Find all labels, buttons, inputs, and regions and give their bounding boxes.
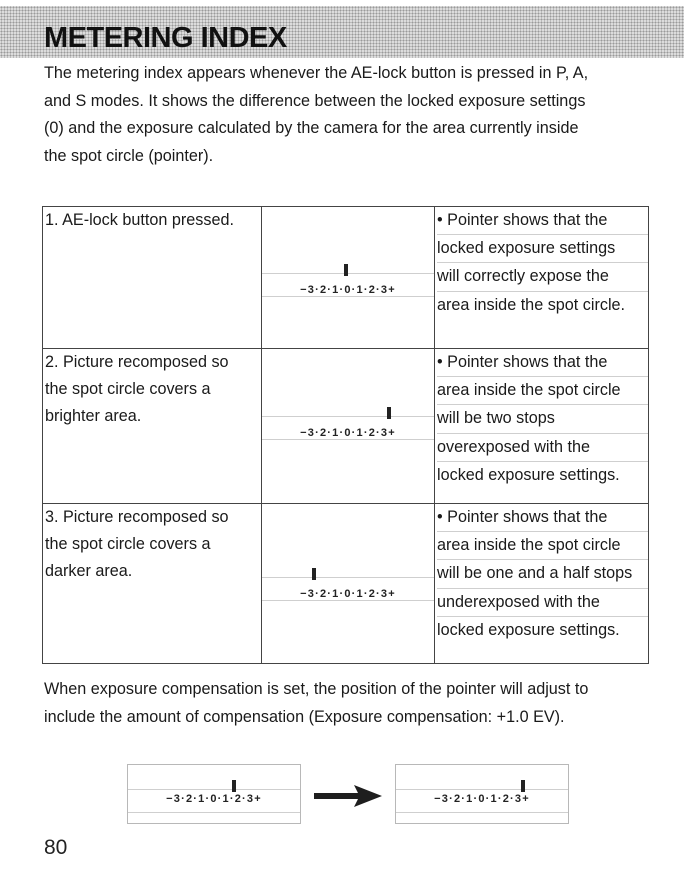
table-row — [43, 207, 649, 349]
intro-line: The metering index appears whenever the AE-lock button is pressed in P, A, — [44, 64, 589, 82]
situation-line: the spot circle covers a — [45, 535, 211, 554]
metering-scale — [262, 273, 434, 297]
pointer-marker — [312, 568, 316, 580]
pointer-marker — [387, 407, 391, 419]
metering-scale — [396, 789, 568, 813]
table-row — [43, 504, 649, 664]
intro-paragraph — [44, 60, 644, 170]
situation-cell — [43, 349, 262, 504]
table-row — [43, 349, 649, 504]
description-line: area inside the spot circle — [437, 377, 648, 405]
description-line: • Pointer shows that the — [437, 349, 648, 377]
scale-label: −3·2·1·0·1·2·3+ — [166, 793, 262, 805]
description-line: • Pointer shows that the — [437, 207, 648, 235]
description-line: locked exposure settings. — [437, 465, 620, 484]
situation-cell — [43, 504, 262, 664]
metering-scale — [128, 789, 300, 813]
pointer-marker — [521, 780, 525, 792]
scale-cell — [262, 207, 435, 349]
description-cell — [435, 349, 649, 504]
compensation-line: When exposure compensation is set, the position of the pointer will adjust to — [44, 680, 589, 698]
description-line: will correctly expose the — [437, 263, 648, 291]
description-line: underexposed with the — [437, 589, 648, 617]
description-line: locked exposure settings. — [437, 620, 620, 639]
description-line: locked exposure settings — [437, 235, 648, 263]
description-line: overexposed with the — [437, 434, 648, 462]
compensation-line: include the amount of compensation (Exposure compensation: +1.0 EV). — [44, 708, 565, 726]
metering-table — [42, 206, 649, 664]
metering-scale — [262, 416, 434, 440]
description-cell — [435, 504, 649, 664]
description-line: area inside the spot circle — [437, 532, 648, 560]
description-cell — [435, 207, 649, 349]
description-line: • Pointer shows that the — [437, 504, 648, 532]
description-line: area inside the spot circle. — [437, 295, 626, 314]
page-title: METERING INDEX — [44, 22, 287, 54]
metering-scale — [262, 577, 434, 601]
scale-cell — [262, 349, 435, 504]
pointer-marker — [232, 780, 236, 792]
scale-label: −3·2·1·0·1·2·3+ — [300, 284, 396, 296]
situation-line: brighter area. — [45, 407, 142, 426]
description-line: will be one and a half stops — [437, 560, 648, 588]
pointer-marker — [344, 264, 348, 276]
situation-cell — [43, 207, 262, 349]
scale-before — [127, 764, 301, 824]
arrow-right-icon — [314, 783, 382, 809]
scale-label: −3·2·1·0·1·2·3+ — [300, 588, 396, 600]
description-line: will be two stops — [437, 405, 648, 433]
intro-line: (0) and the exposure calculated by the camera for the area currently inside — [44, 119, 579, 137]
scale-label: −3·2·1·0·1·2·3+ — [300, 427, 396, 439]
situation-line: the spot circle covers a — [45, 380, 211, 399]
situation-line: 3. Picture recomposed so — [45, 508, 229, 526]
intro-line: and S modes. It shows the difference between the locked exposure settings — [44, 91, 586, 110]
intro-line: the spot circle (pointer). — [44, 146, 214, 165]
compensation-note — [44, 675, 664, 731]
scale-label: −3·2·1·0·1·2·3+ — [434, 793, 530, 805]
situation-line: 1. AE-lock button pressed. — [45, 211, 234, 229]
situation-line: darker area. — [45, 562, 133, 581]
scale-cell — [262, 504, 435, 664]
scale-after — [395, 764, 569, 824]
page-number: 80 — [44, 836, 68, 859]
situation-line: 2. Picture recomposed so — [45, 353, 229, 371]
